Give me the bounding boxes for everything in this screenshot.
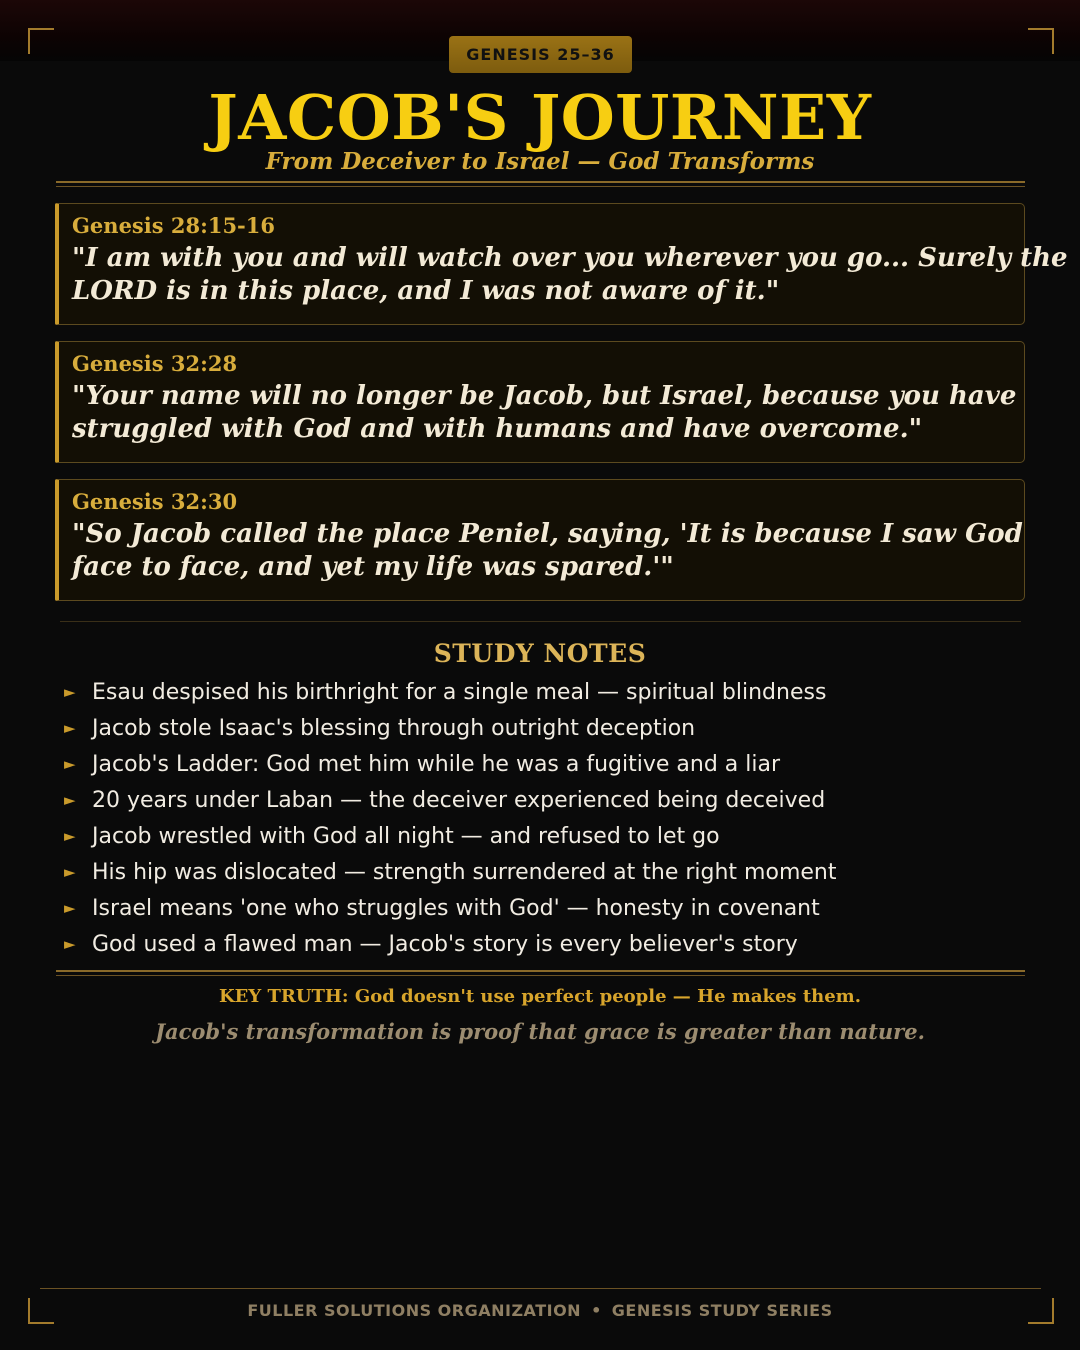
- page-title: JACOB'S JOURNEY: [208, 81, 872, 154]
- verse-quote: "I am with you and will watch over you wherever you go... Surely the LORD is in this place, and I was not aware of it.": [72, 243, 1068, 306]
- list-item: [64, 674, 1024, 710]
- bullet-arrow-icon: ►: [64, 755, 76, 773]
- key-truth-subtext: Jacob's transformation is proof that grace is greater than nature.: [155, 1019, 925, 1044]
- footer-divider: [40, 1288, 1041, 1289]
- corner-ornament-top-left: [28, 28, 54, 54]
- bullet-arrow-icon: ►: [64, 827, 76, 845]
- section-divider: [60, 621, 1021, 622]
- study-notes-list: [64, 674, 1024, 962]
- note-text: Jacob wrestled with God all night — and refused to let go: [92, 823, 720, 849]
- note-text: Jacob stole Isaac's blessing through outright deception: [92, 715, 696, 741]
- header-divider: [56, 181, 1025, 187]
- verse-quote: "So Jacob called the place Peniel, saying, 'It is because I saw God face to face, and yet my life was spared.'": [72, 519, 1023, 582]
- list-item: [64, 710, 1024, 746]
- note-text: God used a flawed man — Jacob's story is every believer's story: [92, 931, 798, 957]
- list-item: [64, 890, 1024, 926]
- corner-ornament-top-right: [1028, 28, 1054, 54]
- verse-reference: Genesis 32:28: [72, 351, 238, 376]
- verse-reference: Genesis 32:30: [72, 489, 238, 514]
- key-truth-statement: KEY TRUTH: God doesn't use perfect people — He makes them.: [218, 986, 861, 1007]
- bullet-arrow-icon: ►: [64, 791, 76, 809]
- list-item: [64, 818, 1024, 854]
- verse-card: [55, 203, 1068, 325]
- list-item: [64, 854, 1024, 890]
- note-text: Israel means 'one who struggles with God' — honesty in covenant: [92, 895, 820, 921]
- list-item: [64, 782, 1024, 818]
- footer-organization: FULLER SOLUTIONS ORGANIZATION: [247, 1301, 582, 1320]
- note-text: His hip was dislocated — strength surrendered at the right moment: [92, 859, 837, 885]
- page-subtitle: From Deceiver to Israel — God Transforms: [265, 148, 815, 175]
- study-notes-title: STUDY NOTES: [433, 639, 647, 668]
- verse-reference: Genesis 28:15-16: [72, 213, 275, 238]
- book-range-badge: GENESIS 25–36: [449, 36, 632, 73]
- bullet-arrow-icon: ►: [64, 683, 76, 701]
- verse-quote: "Your name will no longer be Jacob, but Israel, because you have struggled with God and with humans and have overcome.": [72, 381, 1017, 444]
- bullet-arrow-icon: ►: [64, 719, 76, 737]
- footer-series: GENESIS STUDY SERIES: [611, 1301, 833, 1320]
- bullet-arrow-icon: ►: [64, 899, 76, 917]
- key-truth-divider: [56, 970, 1025, 976]
- bullet-arrow-icon: ►: [64, 863, 76, 881]
- note-text: Esau despised his birthright for a single meal — spiritual blindness: [92, 679, 827, 705]
- note-text: 20 years under Laban — the deceiver experienced being deceived: [92, 787, 826, 813]
- list-item: [64, 746, 1024, 782]
- verse-card: [55, 479, 1025, 601]
- note-text: Jacob's Ladder: God met him while he was a fugitive and a liar: [92, 751, 781, 777]
- list-item: [64, 926, 1024, 962]
- bullet-arrow-icon: ►: [64, 935, 76, 953]
- verse-card: [55, 341, 1025, 463]
- footer: [0, 1300, 1080, 1322]
- footer-separator: •: [591, 1301, 602, 1320]
